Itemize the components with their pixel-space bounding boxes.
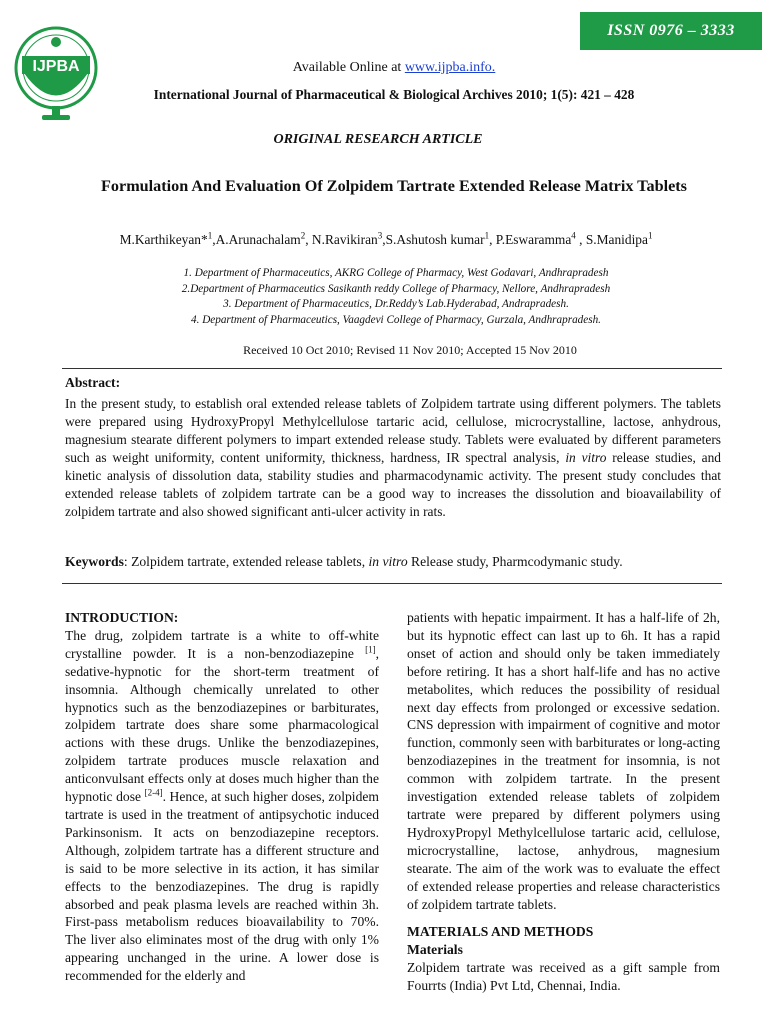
citation-ref: [1] (365, 644, 376, 655)
available-online (0, 60, 768, 76)
abstract-text-part: release studies, and kinetic analysis of dissolution data, stability studies and pharmacodynamic activity. The present study concludes that extended release tablets of zolpidem tartrate can be a good way to increases the dissolution and bioavailability of zolpidem tartrate and also showed significant anti-ulcer activity in rats. (65, 450, 721, 519)
abstract-text-part: In the present study, to establish oral extended release tablets of Zolpidem tartrate using different polymers. The tablets were prepared using HydroxyPropyl Methylcellulose tartaric acid, cellulose, microcrystalline, lactose, anhydrous, magnesium stearate different polymers to impart extended release study. Tablets were evaluated by different parameters such as weight uniformity, content uniformity, thickness, hardness, IR spectral analysis, (65, 396, 721, 465)
affiliations (0, 266, 768, 328)
author-name: S.Manidipa (585, 232, 648, 247)
abstract-heading: Abstract: (65, 375, 121, 390)
introduction-continued: patients with hepatic impairment. It has a half-life of 2h, but its hypnotic effect can last up to 6h. It has a rapid onset of action and should only be taken immediately before retiring. It has a short half-life and has no active metabolites, which reduces the possibility of residual next day effects from prolonged or excessive sedation. CNS depression with impairment of cognitive and motor function, commonly seen with barbiturates or long-acting benzodiazepines in the treatment for insomnia, is not common with zolpidem tartrate. In the present investigation extended release tablets of zolpidem tartrate were prepared by different polymers using HydroxyPropyl Methylcellulose tartaric acid, cellulose, microcrystalline, lactose, anhydrous, magnesium stearate. The aim of the work was to evaluate the effect of extended release properties and release characteristics of zolpidem tartrate tablets. (407, 610, 720, 912)
keywords-text: Release study, Pharmcodymanic study. (407, 554, 623, 569)
materials-subheading: Materials (407, 942, 463, 958)
materials-methods-heading: MATERIALS AND METHODS (407, 924, 594, 940)
available-label: Available Online at (292, 60, 405, 75)
received-dates: Received 10 Oct 2010; Revised 11 Nov 2010; Accepted 15 Nov 2010 (243, 343, 577, 357)
abstract-top-divider (62, 368, 722, 369)
author-separator: , (212, 232, 216, 247)
abstract-italic-term: in vitro (565, 450, 607, 465)
intro-text: . Hence, at such higher doses, zolpidem tartrate is used in the treatment of antipsychotic induced Parkinsonism. It acts on benzodiazepine receptors. Although, zolpidem tartrate has a different structure and is said to be more selective in its action, it has similar effects to the benzodiazepines. The drug is rapidly absorbed and peak plasma levels are reached within 3h. First-pass metabolism reduces bioavailability to 70%. The liver also eliminates most of the drug with only 1% appearing unchanged in the urine. A lower dose is recommended for the elderly and (65, 789, 379, 984)
keywords-italic-term: in vitro (368, 554, 408, 569)
logo-text: IJPBA (32, 58, 80, 75)
affiliation-item: 1. Department of Pharmaceutics, AKRG College of Pharmacy, West Godavari, Andhrapradesh (183, 267, 609, 279)
affiliation-item: 2.Department of Pharmaceutics Sasikanth reddy College of Pharmacy, Nellore, Andhrapradesh (181, 282, 611, 295)
journal-website-link[interactable]: www.ijpba.info. (404, 60, 496, 75)
affiliation-item: 3. Department of Pharmaceutics, Dr.Reddy’s Lab.Hyderabad, Andrapradesh. (223, 298, 569, 311)
intro-text: The drug, zolpidem tartrate is a white to off-white crystalline powder. It is a non-benzodiazepine (65, 627, 379, 661)
left-column (65, 609, 379, 985)
author-name: S.Ashutosh kumar (385, 232, 485, 247)
author-affiliation-ref: 1 (647, 230, 653, 241)
author-separator: , (305, 232, 312, 247)
author-name: P.Eswaramma (495, 232, 572, 247)
journal-citation: International Journal of Pharmaceutical & Biological Archives 2010; 1(5): 421 – 428 (153, 87, 635, 102)
author-affiliation-ref: 1 (207, 230, 213, 241)
introduction-paragraph (65, 627, 379, 985)
author-list (0, 232, 768, 248)
author-separator: , (575, 232, 586, 247)
author-affiliation-ref: 3 (377, 230, 383, 241)
abstract-text (65, 395, 721, 521)
author-name: N.Ravikiran (311, 232, 378, 247)
abstract-bottom-divider (62, 583, 722, 584)
author-affiliation-ref: 2 (300, 230, 306, 241)
introduction-heading: INTRODUCTION: (65, 610, 179, 625)
author-separator: , (489, 232, 496, 247)
article-type: ORIGINAL RESEARCH ARTICLE (273, 132, 483, 147)
materials-paragraph: Zolpidem tartrate was received as a gift sample from Fourrts (India) Pvt Ltd, Chennai, India. (407, 960, 720, 994)
author-separator: , (382, 232, 386, 247)
right-column (407, 609, 720, 995)
author-affiliation-ref: 1 (484, 230, 490, 241)
keywords-text: : Zolpidem tartrate, extended release tablets, (123, 554, 369, 569)
author-name: M.Karthikeyan* (119, 232, 208, 247)
citation-ref: [2-4] (144, 787, 163, 798)
issn-badge: ISSN 0976 – 3333 (580, 12, 762, 50)
keywords (65, 554, 725, 570)
author-affiliation-ref: 4 (571, 230, 576, 241)
author-name: A.Arunachalam (215, 232, 301, 247)
article-title: Formulation And Evaluation Of Zolpidem Tartrate Extended Release Matrix Tablets (101, 177, 687, 195)
affiliation-item: 4. Department of Pharmaceutics, Vaagdevi College of Pharmacy, Gurzala, Andhrapradesh. (191, 313, 601, 326)
keywords-label: Keywords (65, 554, 124, 569)
intro-text: , sedative-hypnotic for the short-term treatment of insomnia. Although chemically unrelated to other hypnotics such as the benzodiazepines or barbiturates, zolpidem tartrate does share some pharmacological actions with these drugs. Unlike the benzodiazepines, zolpidem tartrate produces muscle relaxation and anticonvulsant effects only at doses much higher than the hypnotic dose (65, 645, 379, 805)
